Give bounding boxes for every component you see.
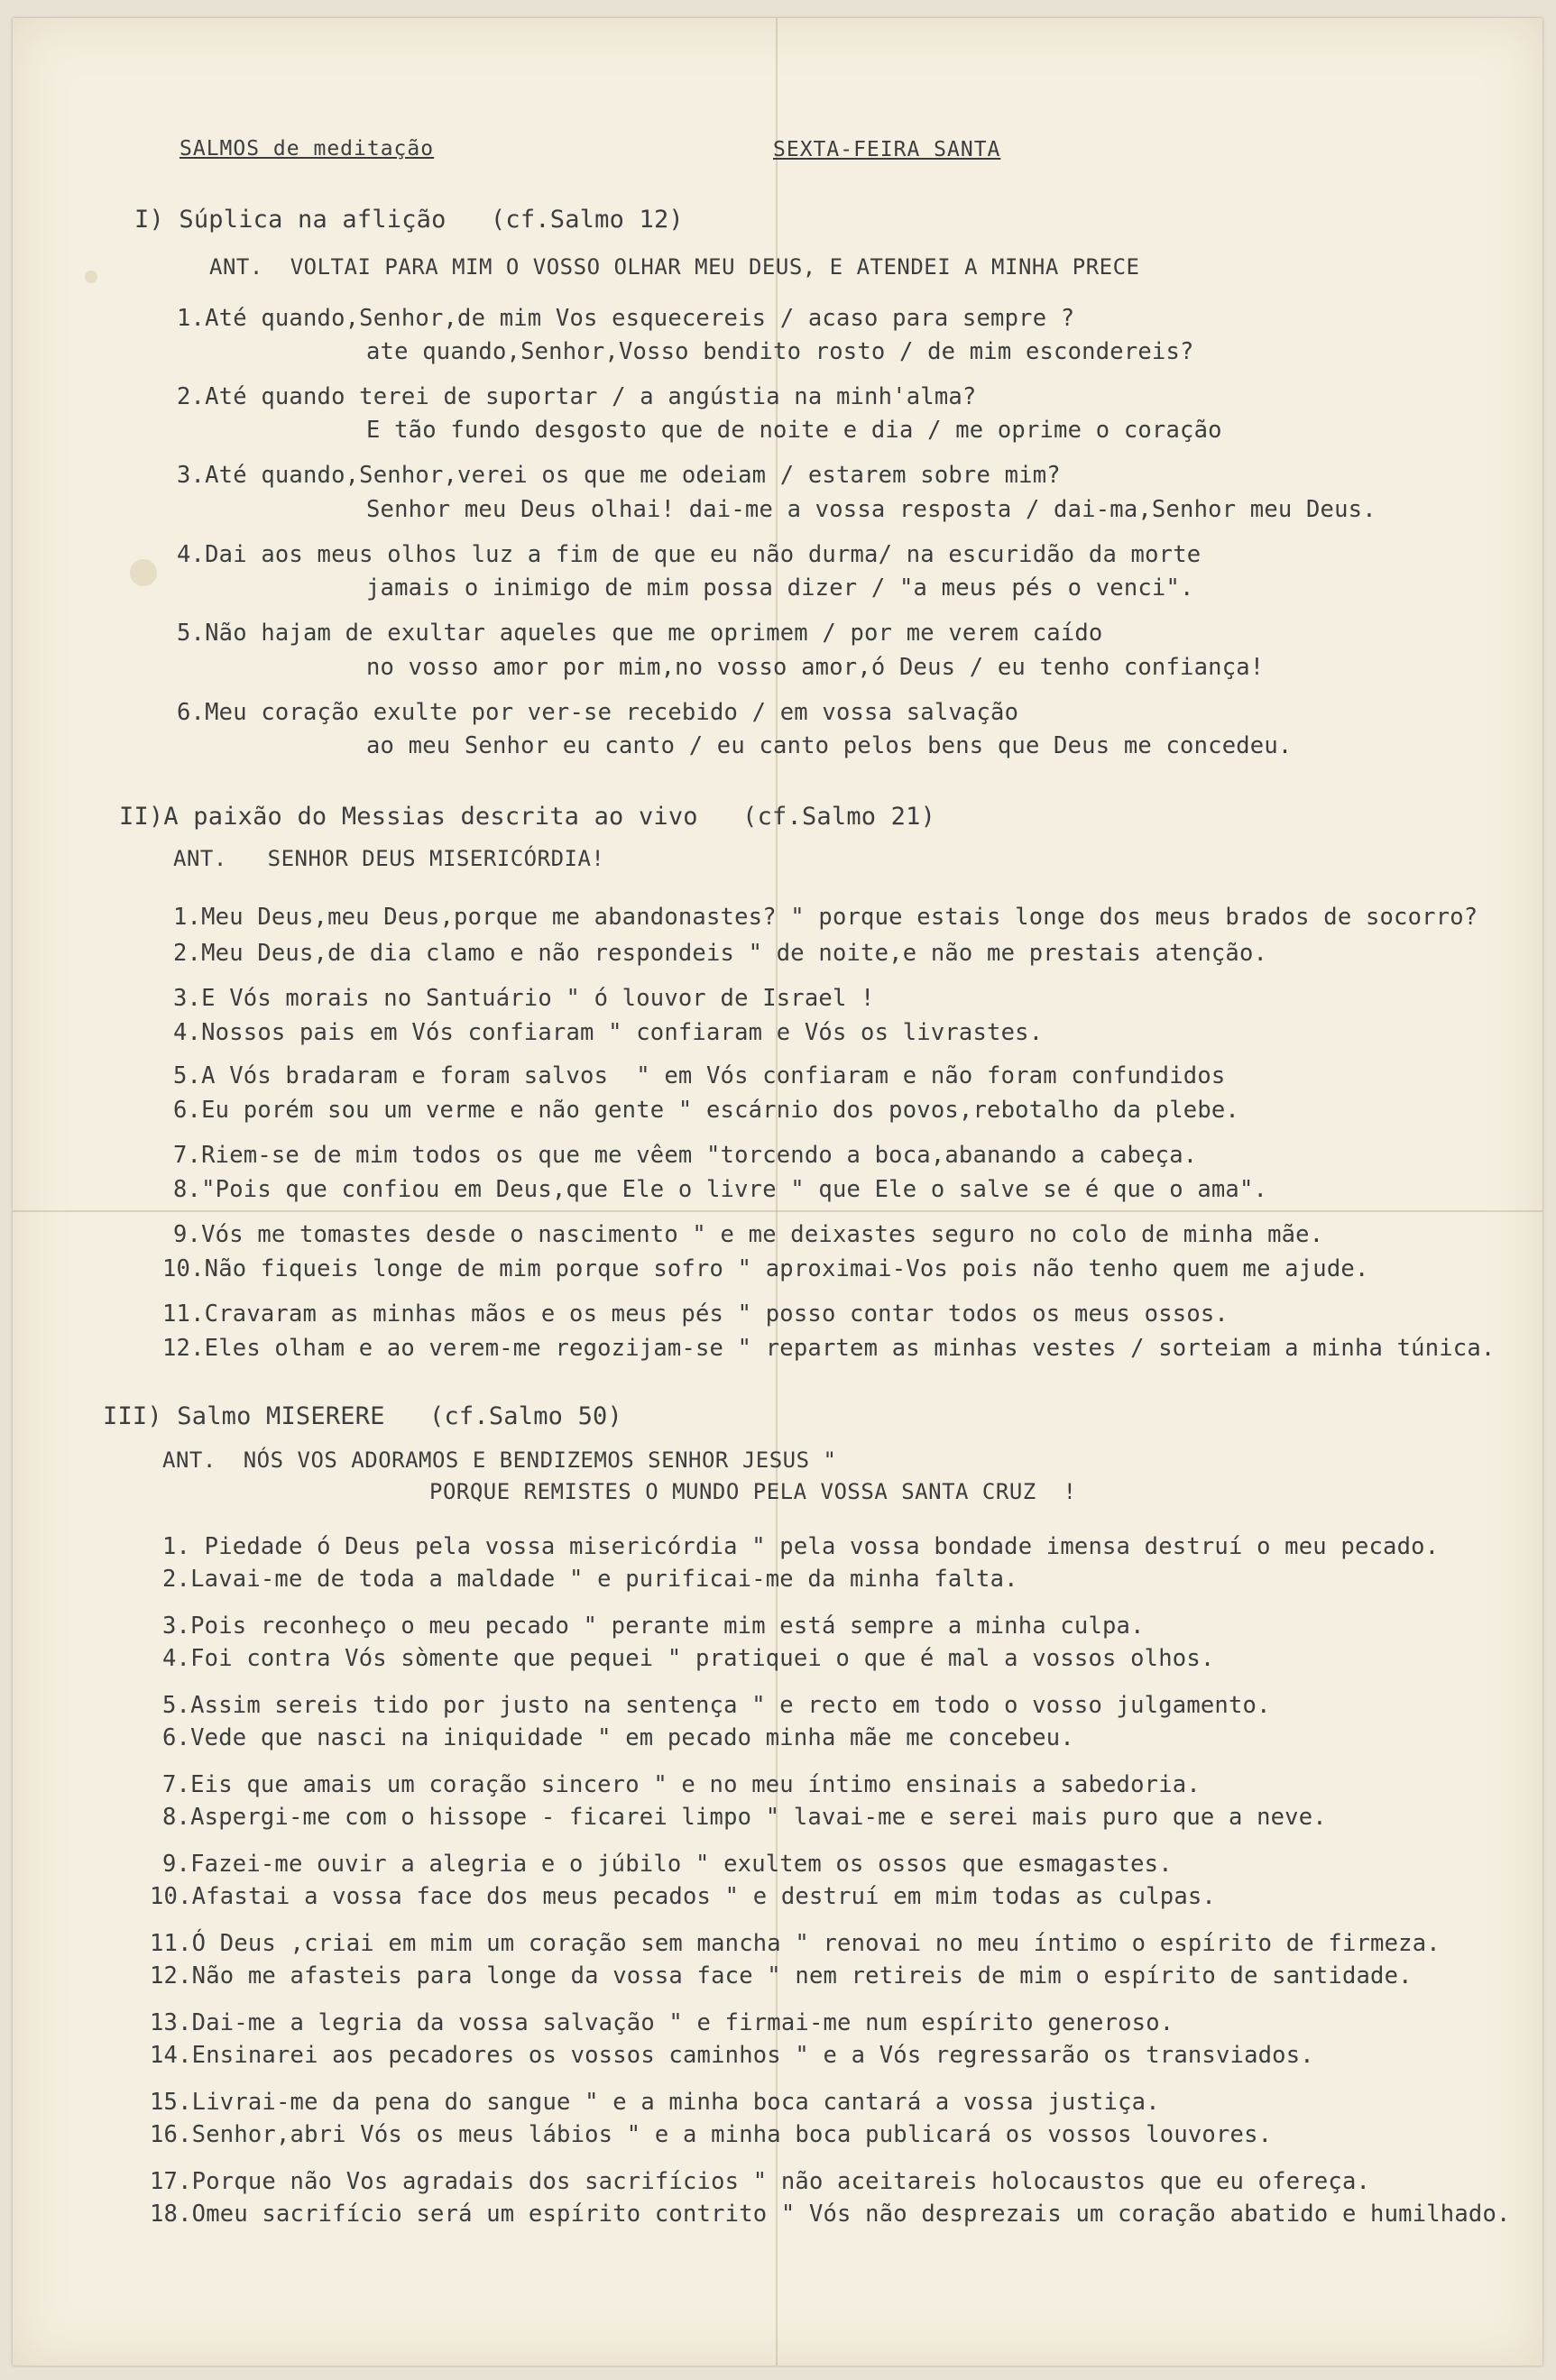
verse-line: 15.Livrai-me da pena do sangue " e a minha boca cantará a vossa justiça. [150,2089,1160,2116]
verse-line: 1. Piedade ó Deus pela vossa misericórdia " pela vossa bondade imensa destruí o meu pecado. [162,1533,1440,1560]
verse-line: 17.Porque não Vos agradais dos sacrifícios " não aceitareis holocaustos que eu ofereça. [150,2168,1371,2195]
section-1-antiphon: ANT. VOLTAI PARA MIM O VOSSO OLHAR MEU DEUS, E ATENDEI A MINHA PRECE [209,254,1140,280]
verse-line: 7.Eis que amais um coração sincero " e no meu íntimo ensinais a sabedoria. [162,1771,1201,1798]
verse-line: 4.Dai aos meus olhos luz a fim de que eu não durma/ na escuridão da morte [177,541,1202,568]
verse-line: 9.Vós me tomastes desde o nascimento " e me deixastes seguro no colo de minha mãe. [173,1221,1324,1248]
verse-line: Senhor meu Deus olhai! dai-me a vossa resposta / dai-ma,Senhor meu Deus. [366,496,1376,523]
verse-line: 5.A Vós bradaram e foram salvos " em Vós confiaram e não foram confundidos [173,1062,1226,1089]
verse-line: 5.Não hajam de exultar aqueles que me oprimem / por me verem caído [177,620,1103,647]
verse-line: 14.Ensinarei aos pecadores os vossos caminhos " e a Vós regressarão os transviados. [150,2042,1314,2069]
verse-line: 11.Ó Deus ,criai em mim um coração sem mancha " renovai no meu íntimo o espírito de firmeza. [150,1930,1441,1957]
verse-line: 9.Fazei-me ouvir a alegria e o júbilo " exultem os ossos que esmagastes. [162,1851,1173,1878]
verse-line: jamais o inimigo de mim possa dizer / "a meus pés o venci". [366,574,1194,602]
verse-line: 2.Meu Deus,de dia clamo e não respondeis " de noite,e não me prestais atenção. [173,940,1268,967]
verse-line: 2.Lavai-me de toda a maldade " e purificai-me da minha falta. [162,1566,1018,1593]
paper-stain [85,271,97,283]
verse-line: 6.Eu porém sou um verme e não gente " escárnio dos povos,rebotalho da plebe. [173,1097,1239,1124]
verse-line: 1.Meu Deus,meu Deus,porque me abandonastes? " porque estais longe dos meus brados de socorro? [173,904,1478,931]
verse-line: 3.E Vós morais no Santuário " ó louvor de Israel ! [173,985,875,1012]
verse-line: 6.Meu coração exulte por ver-se recebido / em vossa salvação [177,699,1019,726]
verse-line: ao meu Senhor eu canto / eu canto pelos bens que Deus me concedeu. [366,732,1293,759]
verse-line: no vosso amor por mim,no vosso amor,ó Deus / eu tenho confiança! [366,654,1265,681]
verse-line: 7.Riem-se de mim todos os que me vêem "torcendo a boca,abanando a cabeça. [173,1142,1198,1169]
section-2-title: II)A paixão do Messias descrita ao vivo (cf.Salmo 21) [119,803,936,831]
verse-line: 10.Afastai a vossa face dos meus pecados " e destruí em mim todas as culpas. [150,1883,1216,1910]
verse-line: 6.Vede que nasci na iniquidade " em pecado minha mãe me concebeu. [162,1724,1074,1751]
section-3-antiphon-line-2: PORQUE REMISTES O MUNDO PELA VOSSA SANTA CRUZ ! [429,1479,1077,1504]
verse-line: 16.Senhor,abri Vós os meus lábios " e a minha boca publicará os vossos louvores. [150,2121,1273,2148]
header-right: SEXTA-FEIRA SANTA [773,138,1001,161]
fold-crease-horizontal [13,1210,1542,1212]
verse-line: ate quando,Senhor,Vosso bendito rosto / de mim escondereis? [366,338,1194,365]
verse-line: 3.Até quando,Senhor,verei os que me odeiam / estarem sobre mim? [177,462,1061,489]
verse-line: 4.Nossos pais em Vós confiaram " confiaram e Vós os livrastes. [173,1019,1044,1046]
section-3-title: III) Salmo MISERERE (cf.Salmo 50) [103,1402,622,1430]
verse-line: 12.Não me afasteis para longe da vossa face " nem retireis de mim o espírito de santidade. [150,1962,1413,1989]
verse-line: 12.Eles olham e ao verem-me regozijam-se " repartem as minhas vestes / sorteiam a minha túnica. [162,1335,1496,1362]
verse-line: 4.Foi contra Vós sòmente que pequei " pratiquei o que é mal a vossos olhos. [162,1645,1215,1672]
verse-line: 10.Não fiqueis longe de mim porque sofro " aproximai-Vos pois não tenho quem me ajude. [162,1255,1369,1282]
verse-line: 2.Até quando terei de suportar / a angústia na minh'alma? [177,383,977,410]
section-1-title: I) Súplica na aflição (cf.Salmo 12) [134,206,684,234]
verse-line: E tão fundo desgosto que de noite e dia / me oprime o coração [366,417,1222,444]
paper-sheet [13,18,1542,2366]
section-3-antiphon-line-1: ANT. NÓS VOS ADORAMOS E BENDIZEMOS SENHOR JESUS " [162,1447,837,1473]
verse-line: 3.Pois reconheço o meu pecado " perante mim está sempre a minha culpa. [162,1613,1145,1640]
verse-line: 1.Até quando,Senhor,de mim Vos esquecereis / acaso para sempre ? [177,305,1075,332]
header-left: SALMOS de meditação [180,137,435,161]
verse-line: 8."Pois que confiou em Deus,que Ele o livre " que Ele o salve se é que o ama". [173,1176,1268,1203]
verse-line: 18.Omeu sacrifício será um espírito contrito " Vós não desprezais um coração abatido e humilhado. [150,2201,1511,2228]
verse-line: 11.Cravaram as minhas mãos e os meus pés " posso contar todos os meus ossos. [162,1300,1229,1328]
section-2-antiphon: ANT. SENHOR DEUS MISERICÓRDIA! [173,846,605,871]
paper-stain [130,559,157,586]
verse-line: 8.Aspergi-me com o hissope - ficarei limpo " lavai-me e serei mais puro que a neve. [162,1804,1327,1831]
verse-line: 13.Dai-me a legria da vossa salvação " e firmai-me num espírito generoso. [150,2009,1174,2036]
verse-line: 5.Assim sereis tido por justo na sentença " e recto em todo o vosso julgamento. [162,1692,1271,1719]
